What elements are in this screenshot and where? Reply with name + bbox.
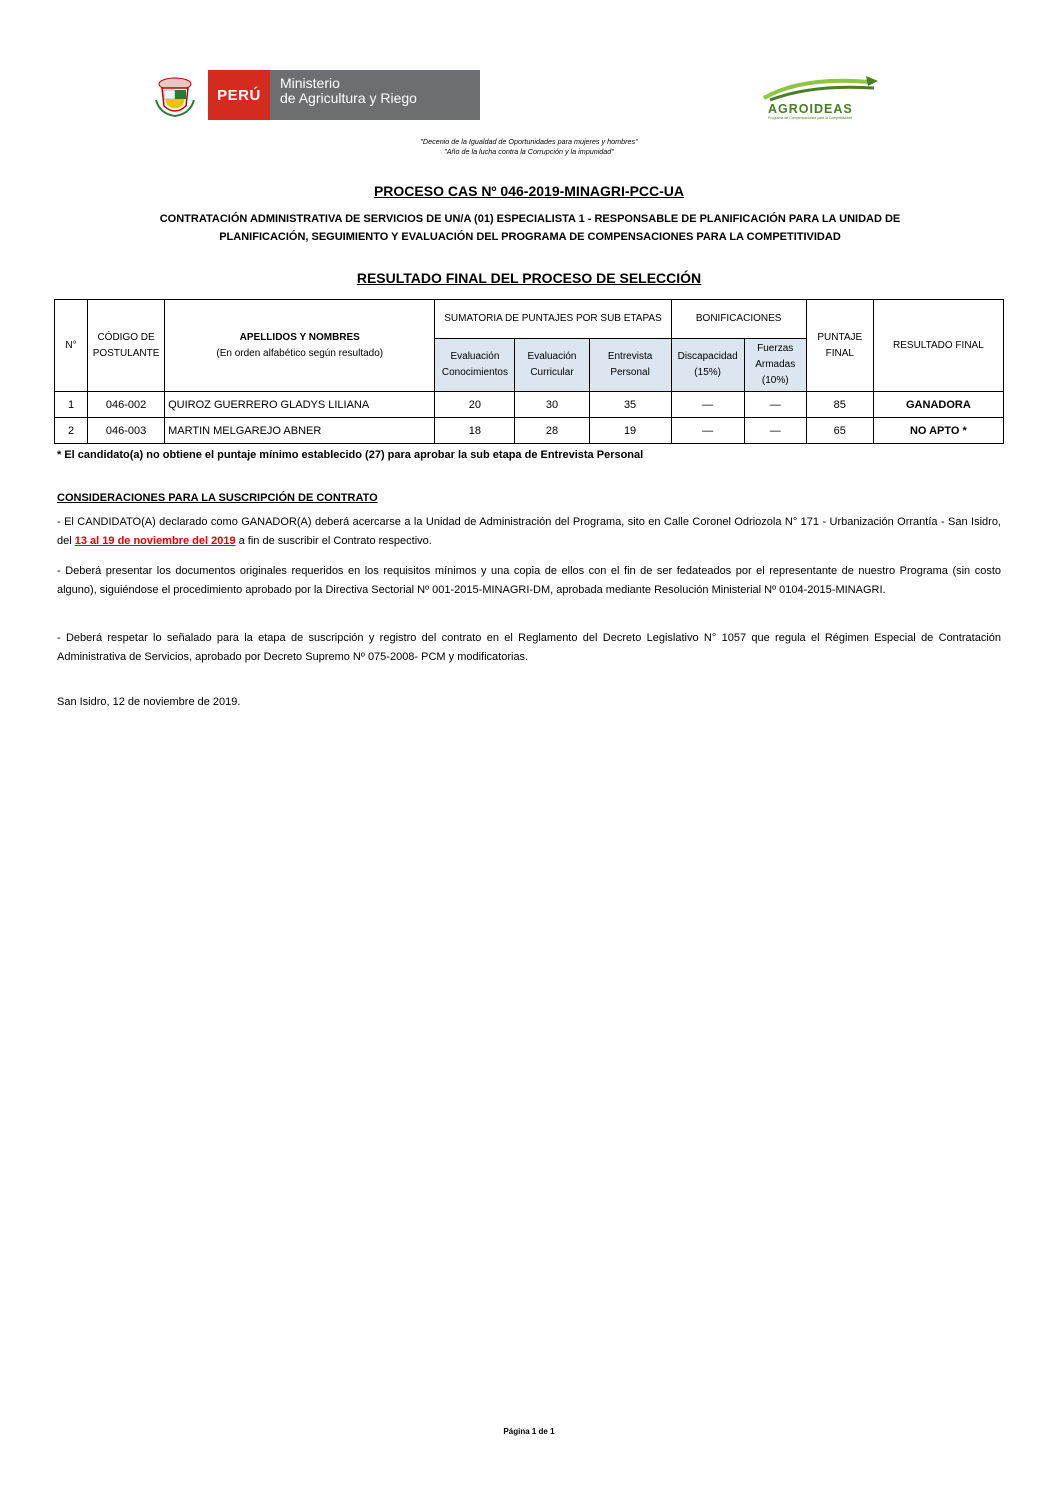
header-final-line-2: FINAL [825,347,854,359]
header-eval-knowledge [435,339,515,392]
footnote: * El candidato(a) no obtiene el puntaje mínimo establecido (27) para aprobar la sub etapa de Entrevista Personal [57,449,644,461]
table-row [55,392,1004,418]
header-code-line-1: CÓDIGO DE [97,331,155,343]
row-result: NO APTO * [873,418,1003,444]
peru-label: PERÚ [208,70,270,120]
row-disability: — [671,392,744,418]
header-num: N° [55,300,88,392]
considerations-title: CONSIDERACIONES PARA LA SUSCRIPCIÓN DE CONTRATO [57,492,378,504]
row-eval-curricular: 28 [515,418,589,444]
page-number: Página 1 de 1 [503,1427,555,1436]
signing-dates: 13 al 19 de noviembre del 2019 [74,534,236,547]
subtitle-line-2: PLANIFICACIÓN, SEGUIMIENTO Y EVALUACIÓN DEL PROGRAMA DE COMPENSACIONES PARA LA COMPETITIVIDAD [219,231,841,243]
ministry-logo [150,70,480,120]
header-sum-group: SUMATORIA DE PUNTAJES POR SUB ETAPAS [435,300,671,339]
process-subtitle [60,210,1000,246]
header-eval-knowledge-line-2: Conocimientos [441,367,508,378]
result-title: RESULTADO FINAL DEL PROCESO DE SELECCIÓN [356,270,702,286]
header-names-line-2: (En orden alfabético según resultado) [216,347,384,359]
header-disability [671,339,744,392]
table-row [55,418,1004,444]
row-interview: 35 [589,392,671,418]
header-armed-forces-line-1: Fuerzas [757,343,794,354]
table-header-row [55,300,1004,339]
row-interview: 19 [589,418,671,444]
row-disability: — [671,418,744,444]
agroideas-logo [762,72,882,122]
place-and-date: San Isidro, 12 de noviembre de 2019. [57,696,241,708]
header-disability-line-2: (15%) [694,367,721,378]
header-eval-curricular [515,339,589,392]
header-names [165,300,435,392]
header-result: RESULTADO FINAL [873,300,1003,392]
coat-of-arms-icon [150,70,200,120]
row-code: 046-003 [88,418,165,444]
decade-line-2: "Año de la lucha contra la Corrupción y la impunidad" [444,147,614,156]
agroideas-tagline: Programa de Compensaciones para la Competitividad [768,116,853,120]
ministry-name [270,70,480,120]
row-eval-knowledge: 20 [435,392,515,418]
header-eval-curricular-line-1: Evaluación [527,351,577,362]
consideration-paragraph-2: - Deberá presentar los documentos originales requeridos en los requisitos mínimos y una copia de ellos con el fin de ser fedateados por el representante de nuestro Programa (sin costo alguno), siguiéndose el procedimiento aprobado por la Directiva Sectorial Nº 001-2015-MINAGRI-DM, aprobada mediante Resolución Ministerial Nº 0104-2015-MINAGRI. [57,565,1001,596]
decade-line-1: "Decenio de la Igualdad de Oportunidades para mujeres y hombres" [420,137,638,146]
header-eval-knowledge-line-1: Evaluación [450,351,500,362]
header-eval-curricular-line-2: Curricular [530,367,574,378]
header-armed-forces [744,339,806,392]
header-code-line-2: POSTULANTE [92,347,160,359]
agroideas-name: AGROIDEAS [768,102,853,116]
subtitle-line-1: CONTRATACIÓN ADMINISTRATIVA DE SERVICIOS DE UN/A (01) ESPECIALISTA 1 - RESPONSABLE DE PLANIFICACIÓN PARA LA UNIDAD DE [159,213,901,225]
header-code [88,300,165,392]
consideration-paragraph-1 [57,513,1001,550]
process-title: PROCESO CAS Nº 046-2019-MINAGRI-PCC-UA [373,183,685,199]
header-names-line-1: APELLIDOS Y NOMBRES [239,331,360,343]
agroideas-swoosh-icon [762,72,882,102]
row-num: 2 [55,418,88,444]
row-name: MARTIN MELGAREJO ABNER [165,418,435,444]
header-armed-forces-line-3: (10%) [761,375,789,386]
row-armed-forces: — [744,418,806,444]
header-bonus-group: BONIFICACIONES [671,300,806,339]
row-eval-curricular: 30 [515,392,589,418]
row-code: 046-002 [88,392,165,418]
ministry-line-1: Ministerio [280,75,340,91]
row-num: 1 [55,392,88,418]
results-table [54,299,1004,444]
ministry-line-2: de Agricultura y Riego [280,90,417,106]
header-disability-line-1: Discapacidad [677,351,738,362]
header-interview-line-2: Personal [610,367,650,378]
header-interview [589,339,671,392]
row-result: GANADORA [873,392,1003,418]
row-final-score: 65 [806,418,873,444]
consideration-paragraph-3: - Deberá respetar lo señalado para la etapa de suscripción y registro del contrato en el Reglamento del Decreto Legislativo N° 1057 que regula el Régimen Especial de Contratación Administrativa de Servicios, aprobado por Decreto Supremo Nº 075-2008- PCM y modificatorias. [57,632,1001,663]
header-interview-line-1: Entrevista [607,351,653,362]
header-final-score [806,300,873,392]
row-armed-forces: — [744,392,806,418]
paragraph-1-text-a: - El CANDIDATO(A) declarado como GANADOR(A) deberá acercarse a la Unidad de Administración del Programa, sito en Calle Coronel Odriozola N° 171 - Urbanización Orrantía - San Isidro, del [57,516,1001,547]
row-eval-knowledge: 18 [435,418,515,444]
row-name: QUIROZ GUERRERO GLADYS LILIANA [165,392,435,418]
header-final-line-1: PUNTAJE [817,331,863,343]
paragraph-1-text-b: a fin de suscribir el Contrato respectivo. [235,534,432,547]
row-final-score: 85 [806,392,873,418]
header-armed-forces-line-2: Armadas [755,359,796,370]
